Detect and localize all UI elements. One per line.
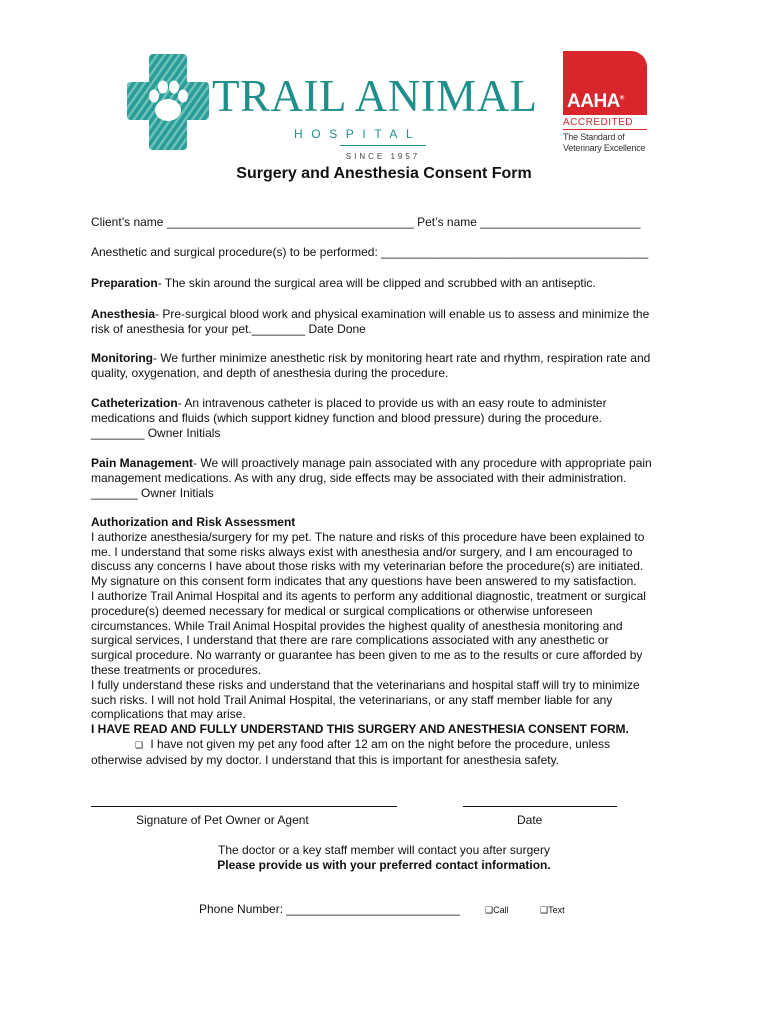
text-checkbox[interactable]: ❑	[540, 905, 549, 915]
phone-row	[199, 902, 460, 916]
fasting-checkbox-row: ❑ I have not given my pet any food after 12 am on the night before the procedure, unless	[135, 736, 610, 751]
catheterization-heading: Catheterization	[91, 396, 178, 410]
phone-label: Phone Number:	[199, 902, 284, 916]
acknowledgement-statement: I HAVE READ AND FULLY UNDERSTAND THIS SURGERY AND ANESTHESIA CONSENT FORM.	[91, 722, 629, 737]
since-year: SINCE 1957	[345, 152, 421, 161]
pain-initials-field[interactable]: _______ Owner Initials	[91, 485, 214, 500]
catheterization-section: Catheterization- An intravenous catheter is placed to provide us with an easy route to administer medications and fluids (which support kidney function and blood pressure) during the procedure. ________ Owner Initials	[91, 396, 691, 440]
aaha-badge	[563, 51, 647, 154]
pet-name-field[interactable]: ________________________	[480, 215, 641, 229]
pain-heading: Pain Management	[91, 456, 194, 470]
preparation-heading: Preparation	[91, 276, 158, 290]
contact-note: The doctor or a key staff member will contact you after surgery	[218, 843, 550, 857]
pet-name-label: Pet’s name	[417, 215, 477, 229]
brand-subtitle: HOSPITAL	[294, 127, 422, 141]
procedure-field[interactable]: ________________________________________	[381, 245, 649, 259]
aaha-accredited: ACCREDITED	[563, 117, 647, 130]
authorization-text: I authorize anesthesia/surgery for my pet. The nature and risks of this procedure have been explained to me. I understand that some risks always exist with anesthesia and/or surgery, and I am encouraged to discuss any concerns I have about those risks with my veterinarian before the procedure(s) are initiated. My signature on this consent form indicates that any questions have been answered to my satisfaction. I authorize Trail Animal Hospital and its agents to perform any additional diagnostic, treatment or surgical procedure(s) deemed necessary for medical or surgical complications or otherwise unforeseen circumstances. While Trail Animal Hospital provides the highest quality of anesthesia monitoring and surgical services, I understand that there are rare complications associated with any anesthetic or surgical procedure. No warranty or guarantee has been given to me as to the results or cure afforded by these treatments or procedures. I fully understand these risks and understand that the veterinarians and hospital staff will try to minimize such risks. I will not hold Trail Animal Hospital, the veterinarians, or any staff member liable for any complications that may arise.	[91, 529, 646, 722]
client-name-field[interactable]: _____________________________________	[166, 215, 414, 229]
client-name-label: Client’s name	[91, 215, 164, 229]
aaha-logo: AAHA®	[563, 51, 647, 115]
monitoring-heading: Monitoring	[91, 351, 153, 365]
call-option[interactable]: ❑Call	[485, 905, 509, 915]
authorization-heading: Authorization and Risk Assessment	[91, 515, 296, 529]
phone-field[interactable]: __________________________	[286, 902, 460, 916]
anesthesia-heading: Anesthesia	[91, 307, 156, 321]
client-pet-row	[91, 215, 640, 229]
divider	[340, 145, 426, 146]
date-label: Date	[517, 813, 543, 827]
fasting-checkbox[interactable]: ❑	[135, 739, 144, 750]
pain-management-section: Pain Management- We will proactively manage pain associated with any procedure with appropriate pain management medications. As with any drug, side effects may be associated with their administration. _______ Owner Initials	[91, 456, 691, 500]
letterhead	[0, 0, 768, 170]
signature-label: Signature of Pet Owner or Agent	[136, 813, 309, 827]
preparation-section: Preparation- The skin around the surgical area will be clipped and scrubbed with an antiseptic.	[91, 276, 596, 290]
text-option[interactable]: ❑Text	[540, 905, 565, 915]
call-checkbox[interactable]: ❑	[485, 905, 494, 915]
procedure-row	[91, 245, 648, 259]
procedure-label: Anesthetic and surgical procedure(s) to be performed:	[91, 245, 378, 259]
date-done-field[interactable]: risk of anesthesia for your pet.________ Date Done	[91, 321, 366, 336]
brand-name: TRAIL ANIMAL	[212, 71, 538, 121]
page-title: Surgery and Anesthesia Consent Form	[236, 165, 532, 182]
signature-field[interactable]	[91, 806, 397, 807]
authorization-section: Authorization and Risk Assessment I authorize anesthesia/surgery for my pet. The nature and risks of this procedure have been explained to me. I understand that some risks always exist with anesthesia and/or surgery, and I am encouraged to discuss any concerns I have about those risks with my veterinarian before the procedure(s) are initiated. My signature on this consent form indicates that any questions have been answered to my satisfaction. I authorize Trail Animal Hospital and its agents to perform any additional diagnostic, treatment or surgical procedure(s) deemed necessary for medical or surgical complications or otherwise unforeseen circumstances. While Trail Animal Hospital provides the highest quality of anesthesia monitoring and surgical services, I understand that there are rare complications associated with any anesthetic or surgical procedure. No warranty or guarantee has been given to me as to the results or cure afforded by these treatments or procedures. I fully understand these risks and understand that the veterinarians and hospital staff will try to minimize such risks. I will not hold Trail Animal Hospital, the veterinarians, or any staff member liable for any complications that may arise. I HAVE READ AND FULLY UNDERSTAND THIS SURGERY AND ANESTHESIA CONSENT FORM. ❑ I have not given my pet any food after 12 am on the night before the procedure, unless otherwise advised by my doctor. I understand that this is important for anesthesia safety.	[91, 515, 691, 768]
monitoring-section: Monitoring- We further minimize anesthetic risk by monitoring heart rate and rhythm, respiration rate and quality, oxygenation, and depth of anesthesia during the procedure.	[91, 351, 651, 380]
paw-cross-icon	[127, 54, 209, 150]
brand-wordmark	[212, 71, 552, 141]
aaha-tagline: The Standard of Veterinary Excellence	[563, 132, 646, 153]
date-field[interactable]	[463, 806, 617, 807]
contact-request: Please provide us with your preferred contact information.	[217, 858, 551, 872]
anesthesia-section: Anesthesia- Pre-surgical blood work and physical examination will enable us to assess and minimize the risk of anesthesia for your pet.________ Date Done	[91, 307, 691, 337]
catheter-initials-field[interactable]: ________ Owner Initials	[91, 425, 221, 440]
